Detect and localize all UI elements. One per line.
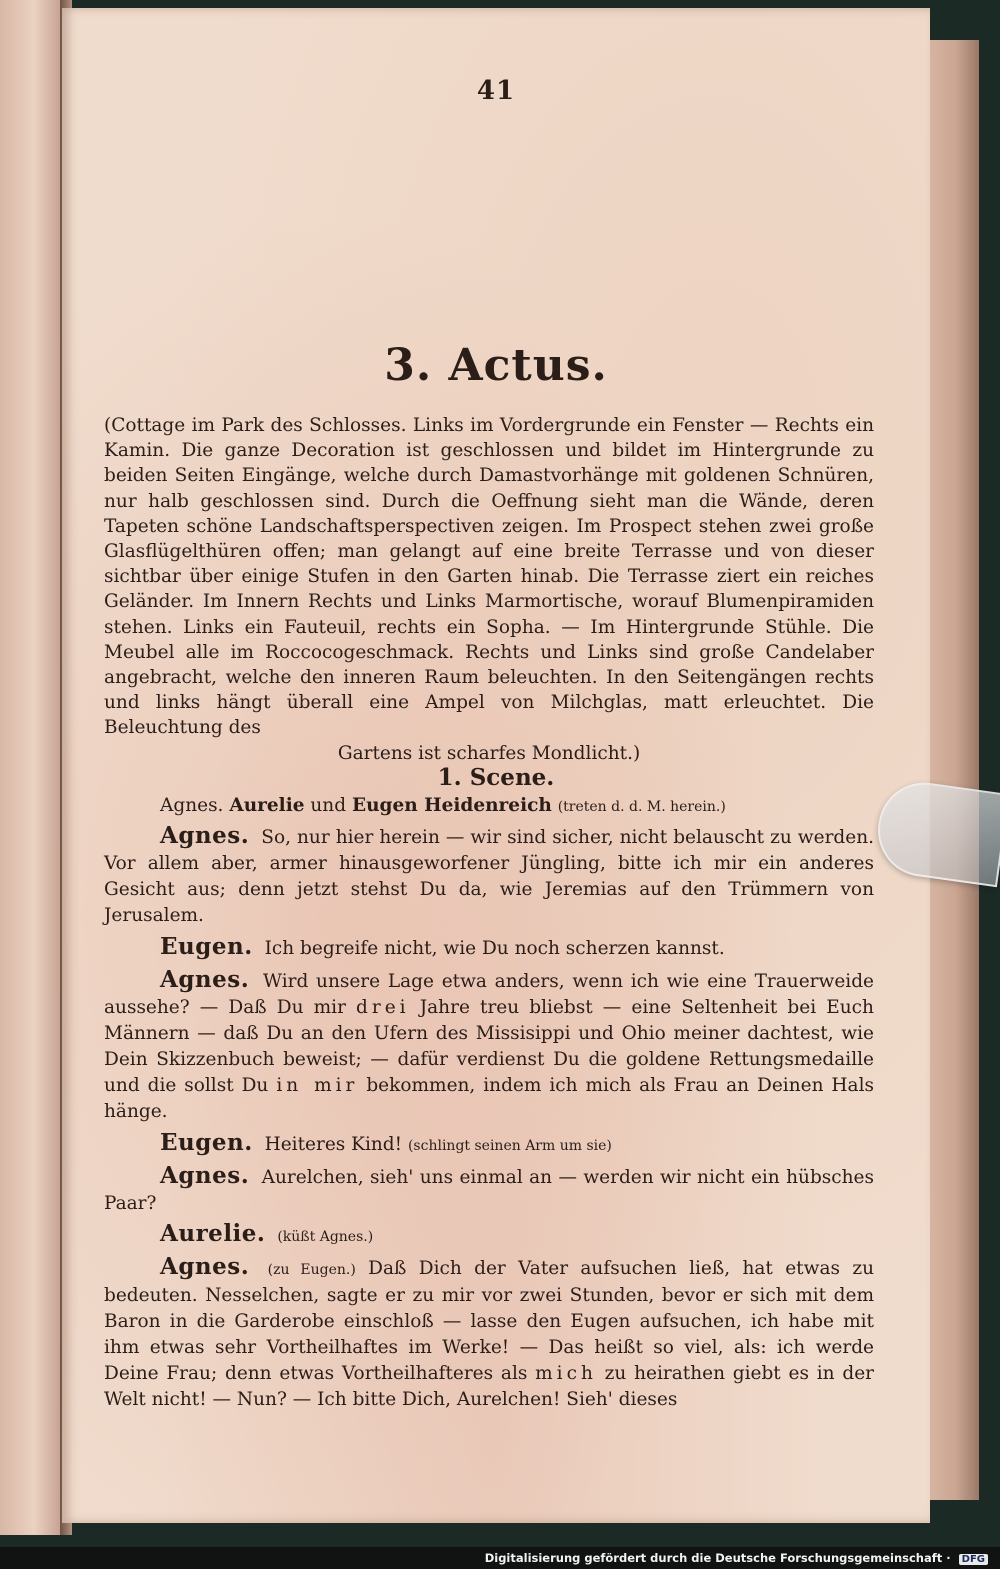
speaker-name: Aurelie. (160, 1220, 266, 1247)
speech-agnes-1 (104, 823, 874, 929)
stage-direction-text: (Cottage im Park des Schlosses. Links im Vordergrunde ein Fenster — Rechts ein Kamin. Die ganze Decoration ist geschlossen und bildet im Hintergrunde zu beiden Seiten Eingänge, welche durch Damastvorhänge mit goldenen Schnüren, nur halb geschlossen sind. Durch die Oeffnung sieht man die Wände, deren Tapeten schöne Landschaftsperspectiven zeigen. Im Prospect stehen zwei große Glasflügelthüren offen; man gelangt auf eine breite Terrasse und von dieser sichtbar über einige Stufen in den Garten hinab. Die Terrasse ziert ein reiches Geländer. Im Innern Rechts und Links Marmortische, worauf Blumenpiramiden stehen. Links ein Fauteuil, rechts ein Sopha. — Im Hintergrunde Stühle. Die Meubel alle im Roccocogeschmack. Rechts und Links sind große Candelaber angebracht, welche den inneren Raum beleuchten. In den Seitengängen rechts und links hängt überall eine Ampel von Milchglas, matt erleuchtet. Die Beleuchtung des (104, 415, 874, 739)
speaker-name: Agnes. (160, 1162, 250, 1189)
speech-eugen-2 (104, 1130, 874, 1159)
stage-direction (104, 413, 874, 766)
speech-agnes-4 (104, 1254, 874, 1413)
speech-text: Aurelchen, sieh' uns einmal an — werden wir nicht ein hübsches Paar? (104, 1167, 874, 1214)
stage-direction-end: Gartens ist scharfes Mondlicht.) (337, 742, 641, 764)
speech-text: Ich begreife nicht, wie Du noch scherzen kannst. (264, 938, 725, 959)
speech-direction: (küßt Agnes.) (277, 1229, 374, 1245)
speech-emphasis: in mir (276, 1075, 359, 1096)
speech-emphasis: drei (356, 997, 410, 1018)
cast-eugen: Eugen Heidenreich (351, 795, 552, 816)
speech-text: zu heirathen giebt es in der Welt nicht! — Nun? — Ich bitte Dich, Aurelchen! Sieh' dieses (104, 1363, 874, 1410)
speech-agnes-2 (104, 967, 874, 1125)
speech-direction: (zu Eugen.) (267, 1262, 356, 1278)
scene-title: 1. Scene. (437, 764, 555, 791)
page-number: 41 (476, 76, 516, 106)
funding-credit (485, 1551, 988, 1565)
speaker-name: Agnes. (160, 966, 250, 993)
cast-und: und (310, 795, 347, 816)
speech-emphasis: mich (535, 1363, 597, 1384)
act-heading: 3. Actus. (384, 340, 608, 391)
cast-list (160, 795, 726, 816)
speaker-name: Agnes. (160, 822, 250, 849)
book-page (62, 8, 930, 1523)
speech-eugen-1 (104, 934, 874, 962)
speech-text: Heiteres Kind! (264, 1134, 403, 1155)
speech-text: bekommen, indem ich mich als Frau an Deinen Hals hänge. (104, 1075, 874, 1122)
speech-direction: (schlingt seinen Arm um sie) (407, 1138, 612, 1154)
cast-direction: (treten d. d. M. herein.) (557, 799, 726, 815)
previous-page-edge (0, 0, 64, 1535)
speech-text: Daß Dich der Vater aufsuchen ließ, hat etwas zu bedeuten. Nesselchen, sagte er zu mir vor zwei Stunden, bevor er sich mit dem Baron in die Garderobe einschloß — lasse den Eugen aufsuchen, ich habe mit ihm etwas sehr Vortheilhaftes im Werke! — Das heißt so viel, als: ich werde Deine Frau; denn etwas Vortheilhafteres als (104, 1258, 874, 1384)
speaker-name: Eugen. (160, 1129, 253, 1156)
speech-text: Jahre treu bliebst — eine Seltenheit bei Euch Männern — daß Du an den Ufern des Missisippi und Ohio meiner dachtest, wie Dein Skizzenbuch beweist; — dafür verdienst Du die goldene Rettungsmedaille und die sollst Du (104, 997, 874, 1096)
speaker-name: Eugen. (160, 933, 253, 960)
cast-aurelie: Aurelie (229, 795, 305, 816)
dialogue (104, 823, 874, 1418)
footer-bar (0, 1547, 1000, 1569)
speech-agnes-3 (104, 1163, 874, 1217)
speech-aurelie-1 (104, 1221, 874, 1250)
credit-text: Digitalisierung gefördert durch die Deutsche Forschungsgemeinschaft · (484, 1551, 951, 1565)
speech-text: So, nur hier herein — wir sind sicher, nicht belauscht zu werden. Vor allem aber, armer hinausgeworfener Jüngling, bitte ich mir ein anderes Gesicht aus; denn jetzt stehst Du da, wie Jeremias auf den Trümmern von Jerusalem. (104, 827, 874, 926)
speaker-name: Agnes. (160, 1253, 250, 1280)
cast-agnes: Agnes. (160, 795, 224, 816)
speech-text: Wird unsere Lage etwa anders, wenn ich wie eine Trauerweide aussehe? — Daß Du mir (104, 971, 874, 1018)
dfg-logo: DFG (959, 1554, 988, 1565)
